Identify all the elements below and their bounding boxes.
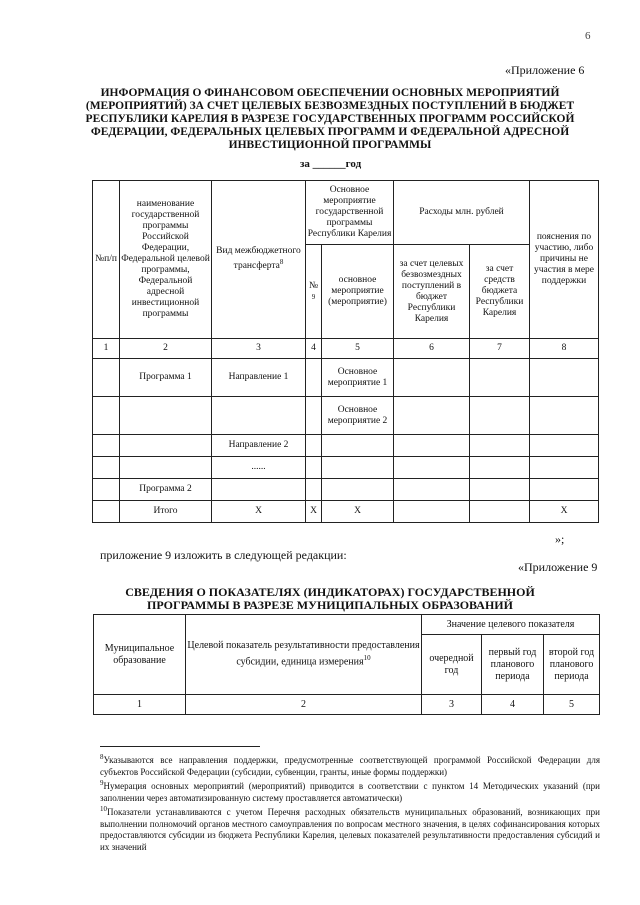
page-number: 6	[585, 30, 591, 42]
footnote-10: $^{10}$Показатели устанавливаются с учетом Перечня расходных обязательств муниципальных образований, возникающих при выполнении полномочий органов местного самоуправления по вопросам местного значения, в целях софинансирования которых предоставляются субсидии из бюджета Республики Карелия, целевых показателей результативности предоставления субсидий и их значений	[100, 805, 600, 852]
header-municipality: Муниципальное образование	[94, 615, 186, 695]
financing-table	[92, 180, 599, 523]
table-row: Направление 2	[93, 435, 599, 457]
column-number-row	[93, 339, 599, 359]
header-event-number: № 9	[306, 245, 322, 339]
total-row: Итого X X X X	[93, 501, 599, 523]
footnote-9: $^9$Нумерация основных мероприятий (мероприятий) приводится в соответствии с пунктом 14 Методических указаний (при заполнении через автоматизированную систему проставляется автоматически)	[100, 779, 600, 803]
col-number: 6	[394, 339, 470, 359]
col-number: 4	[306, 339, 322, 359]
header-first-plan-year: первый год планового периода	[482, 635, 544, 695]
column-number-row	[94, 695, 600, 715]
section-title-financing: ИНФОРМАЦИЯ О ФИНАНСОВОМ ОБЕСПЕЧЕНИИ ОСНОВНЫХ МЕРОПРИЯТИЙ (МЕРОПРИЯТИЙ) ЗА СЧЕТ ЦЕЛЕВЫХ БЕЗВОЗМЕЗДНЫХ ПОСТУПЛЕНИЙ В БЮДЖЕТ РЕСПУБЛИКИ КАРЕЛИЯ В РАЗРЕЗЕ ГОСУДАРСТВЕННЫХ ПРОГРАММ РОССИЙСКОЙ ФЕДЕРАЦИИ, ФЕДЕРАЛЬНЫХ ЦЕЛЕВЫХ ПРОГРАММ И ФЕДЕРАЛЬНОЙ АДРЕСНОЙ ИНВЕСТИЦИОННОЙ ПРОГРАММЫ	[85, 87, 575, 151]
col-number: 5	[544, 695, 600, 715]
section-title-indicators: СВЕДЕНИЯ О ПОКАЗАТЕЛЯХ (ИНДИКАТОРАХ) ГОСУДАРСТВЕННОЙ ПРОГРАММЫ В РАЗРЕЗЕ МУНИЦИПАЛЬНЫХ ОБРАЗОВАНИЙ	[125, 585, 535, 612]
year-line: за ______год	[300, 158, 362, 170]
table-row: Основное мероприятие 2	[93, 397, 599, 435]
header-event-name: основное мероприятие (мероприятие)	[322, 245, 394, 339]
header-expenses-federal: за счет целевых безвозмездных поступлений в бюджет Республики Карелия	[394, 245, 470, 339]
col-number: 7	[470, 339, 530, 359]
appendix-9-intro: приложение 9 изложить в следующей редакции:	[100, 548, 347, 562]
col-number: 2	[120, 339, 212, 359]
header-notes: пояснения по участию, либо причины не участия в мере поддержки	[530, 181, 599, 339]
col-number: 8	[530, 339, 599, 359]
table-row: Программа 2	[93, 479, 599, 501]
appendix-6-label: «Приложение 6	[505, 63, 585, 77]
header-target-value: Значение целевого показателя	[422, 615, 600, 635]
col-number: 1	[93, 339, 120, 359]
header-second-plan-year: второй год планового периода	[544, 635, 600, 695]
table-row: Программа 1 Направление 1 Основное мероприятие 1	[93, 359, 599, 397]
header-program-name: наименование государственной программы Российской Федерации, Федеральной целевой программы, Федеральной адресной инвестиционной программы	[120, 181, 212, 339]
footnote-divider	[100, 746, 260, 747]
col-number: 1	[94, 695, 186, 715]
footnotes	[100, 752, 600, 853]
footnote-8: $^8$Указываются все направления поддержки, предусмотренные соответствующей программой Российской Федерации для субъектов Российской Федерации (субсидии, субвенции, гранты, иные формы поддержки)	[100, 753, 600, 777]
header-expenses-republic: за счет средств бюджета Республики Карелия	[470, 245, 530, 339]
table-row: ......	[93, 457, 599, 479]
col-number: 3	[212, 339, 306, 359]
appendix-9-label: «Приложение 9	[518, 560, 598, 574]
header-next-year: очередной год	[422, 635, 482, 695]
col-number: 4	[482, 695, 544, 715]
col-number: 3	[422, 695, 482, 715]
header-main-event: Основное мероприятие государственной программы Республики Карелия	[306, 181, 394, 245]
header-indicator: Целевой показатель результативности предоставления субсидии, единица измерения$^{10}$	[186, 615, 422, 695]
indicators-table	[93, 614, 600, 715]
closing-quote: »;	[555, 532, 565, 546]
header-transfer-type: Вид межбюджетного трансферта$^8$	[212, 181, 306, 339]
col-number: 5	[322, 339, 394, 359]
header-expenses: Расходы млн. рублей	[394, 181, 530, 245]
col-number: 2	[186, 695, 422, 715]
header-num: №п/п	[93, 181, 120, 339]
